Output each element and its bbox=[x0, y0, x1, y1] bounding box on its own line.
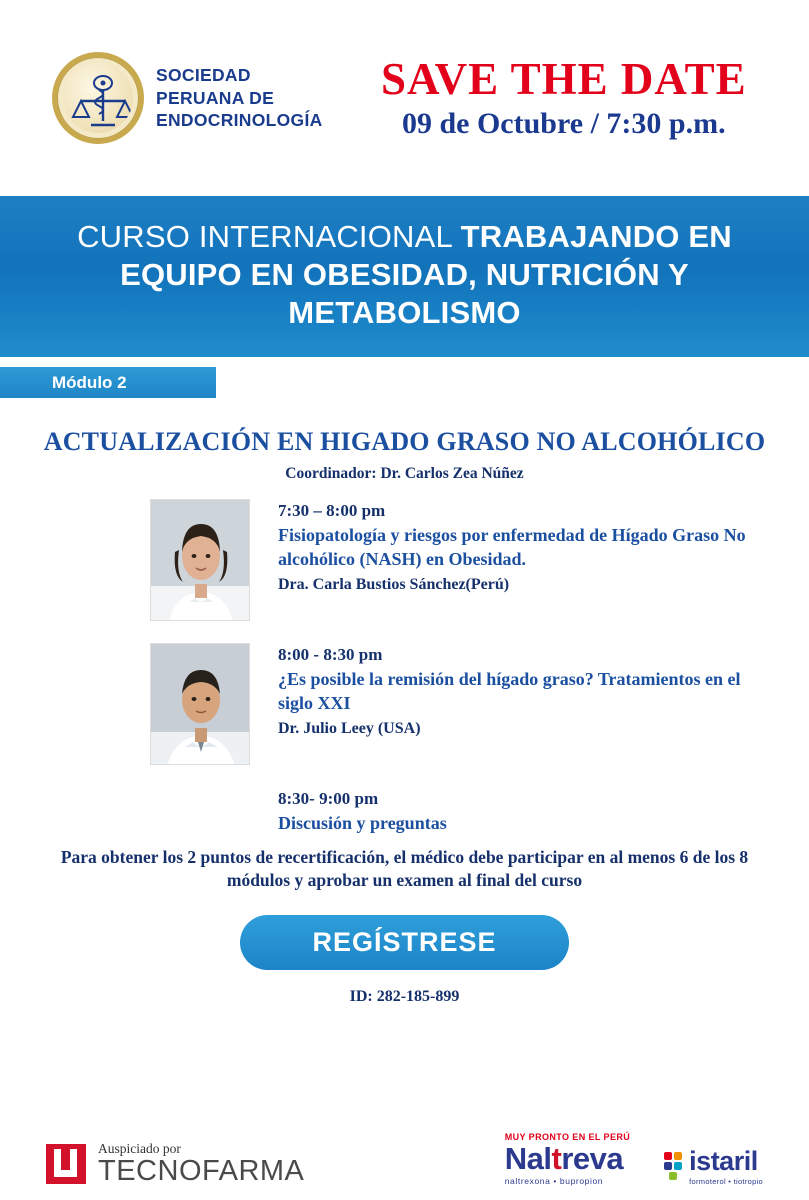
talk-time: 8:30- 9:00 pm bbox=[278, 789, 379, 809]
staril-logo-icon bbox=[664, 1152, 684, 1186]
event-date-time: 09 de Octubre / 7:30 p.m. bbox=[401, 107, 726, 141]
society-logo-group bbox=[52, 52, 323, 144]
talk-title: ¿Es posible la remisión del hígado graso? Tratamientos en el siglo XXI bbox=[278, 669, 741, 713]
naltreva-part-b: t bbox=[551, 1141, 562, 1176]
sponsor-staril bbox=[664, 1148, 763, 1186]
talk-title: Fisiopatología y riesgos por enfermedad de Hígado Graso No alcohólico (NASH) en Obesidad. bbox=[278, 525, 746, 569]
page-title: ACTUALIZACIÓN EN HIGADO GRASO NO ALCOHÓLICO bbox=[43, 427, 766, 457]
talks-list bbox=[40, 499, 769, 835]
society-name-line-1: SOCIEDAD bbox=[156, 65, 251, 86]
recertification-note: Para obtener los 2 puntos de recertificación, el médico debe participar en al menos 6 de los 8 módulos y aprobar un examen al final del curso bbox=[60, 846, 749, 891]
tecnofarma-logo-icon bbox=[46, 1144, 86, 1184]
society-name-line-2: PERUANA DE bbox=[156, 87, 275, 108]
talk-item bbox=[150, 499, 769, 621]
tecnofarma-text bbox=[98, 1142, 304, 1187]
talk-body bbox=[278, 499, 769, 594]
save-the-date-title: SAVE THE DATE bbox=[380, 53, 747, 104]
header bbox=[0, 0, 809, 196]
staril-subtitle: formoterol • tiotropio bbox=[689, 1177, 763, 1186]
talk-time: 7:30 – 8:00 pm bbox=[278, 501, 386, 521]
staril-text bbox=[689, 1148, 763, 1186]
muy-pronto-label: MUY PRONTO EN EL PERÚ bbox=[504, 1132, 631, 1142]
staril-i: i bbox=[689, 1146, 697, 1176]
sponsor-group-right bbox=[505, 1132, 763, 1186]
naltreva-wordmark bbox=[505, 1143, 630, 1174]
talk-body bbox=[278, 787, 447, 835]
staril-wordmark bbox=[689, 1148, 763, 1175]
course-banner-prefix: CURSO INTERNACIONAL bbox=[77, 219, 461, 254]
talk-time: 8:00 - 8:30 pm bbox=[278, 645, 383, 665]
tecnofarma-wordmark: TECNOFARMA bbox=[98, 1155, 305, 1187]
sponsors-footer bbox=[0, 1132, 809, 1186]
society-name bbox=[156, 64, 323, 131]
module-tab bbox=[0, 367, 216, 398]
cta-wrap bbox=[40, 915, 769, 970]
speaker-photo bbox=[150, 499, 250, 621]
talk-item bbox=[150, 643, 769, 765]
coordinator-line: Coordinador: Dr. Carlos Zea Núñez bbox=[285, 465, 524, 483]
talk-item bbox=[150, 787, 769, 835]
talk-body bbox=[278, 643, 769, 738]
talk-title: Discusión y preguntas bbox=[278, 813, 447, 834]
sponsor-tecnofarma bbox=[46, 1142, 304, 1187]
society-name-line-3: ENDOCRINOLOGÍA bbox=[156, 110, 323, 131]
staril-rest: staril bbox=[696, 1146, 758, 1176]
auspiciado-label: Auspiciado por bbox=[98, 1140, 181, 1156]
speaker-photo bbox=[150, 643, 250, 765]
module-label: Módulo 2 bbox=[52, 372, 127, 392]
course-banner-text bbox=[40, 218, 769, 331]
sponsor-naltreva bbox=[505, 1132, 630, 1186]
naltreva-part-a: Nal bbox=[504, 1141, 552, 1176]
save-the-date-block bbox=[349, 53, 791, 141]
event-id: ID: 282-185-899 bbox=[349, 987, 460, 1005]
module-row bbox=[0, 367, 809, 405]
naltreva-subtitle: naltrexona • bupropion bbox=[504, 1176, 604, 1186]
society-crest-icon bbox=[52, 52, 144, 144]
talk-speaker: Dr. Julio Leey (USA) bbox=[278, 719, 421, 737]
course-banner bbox=[0, 196, 809, 357]
main-content bbox=[0, 405, 809, 1005]
naltreva-part-c: reva bbox=[561, 1141, 624, 1176]
course-banner-strong: TRABAJANDO EN EQUIPO EN OBESIDAD, NUTRICIÓN Y METABOLISMO bbox=[120, 219, 732, 330]
talk-speaker: Dra. Carla Bustios Sánchez(Perú) bbox=[278, 575, 510, 593]
register-button[interactable]: REGÍSTRESE bbox=[240, 915, 568, 970]
